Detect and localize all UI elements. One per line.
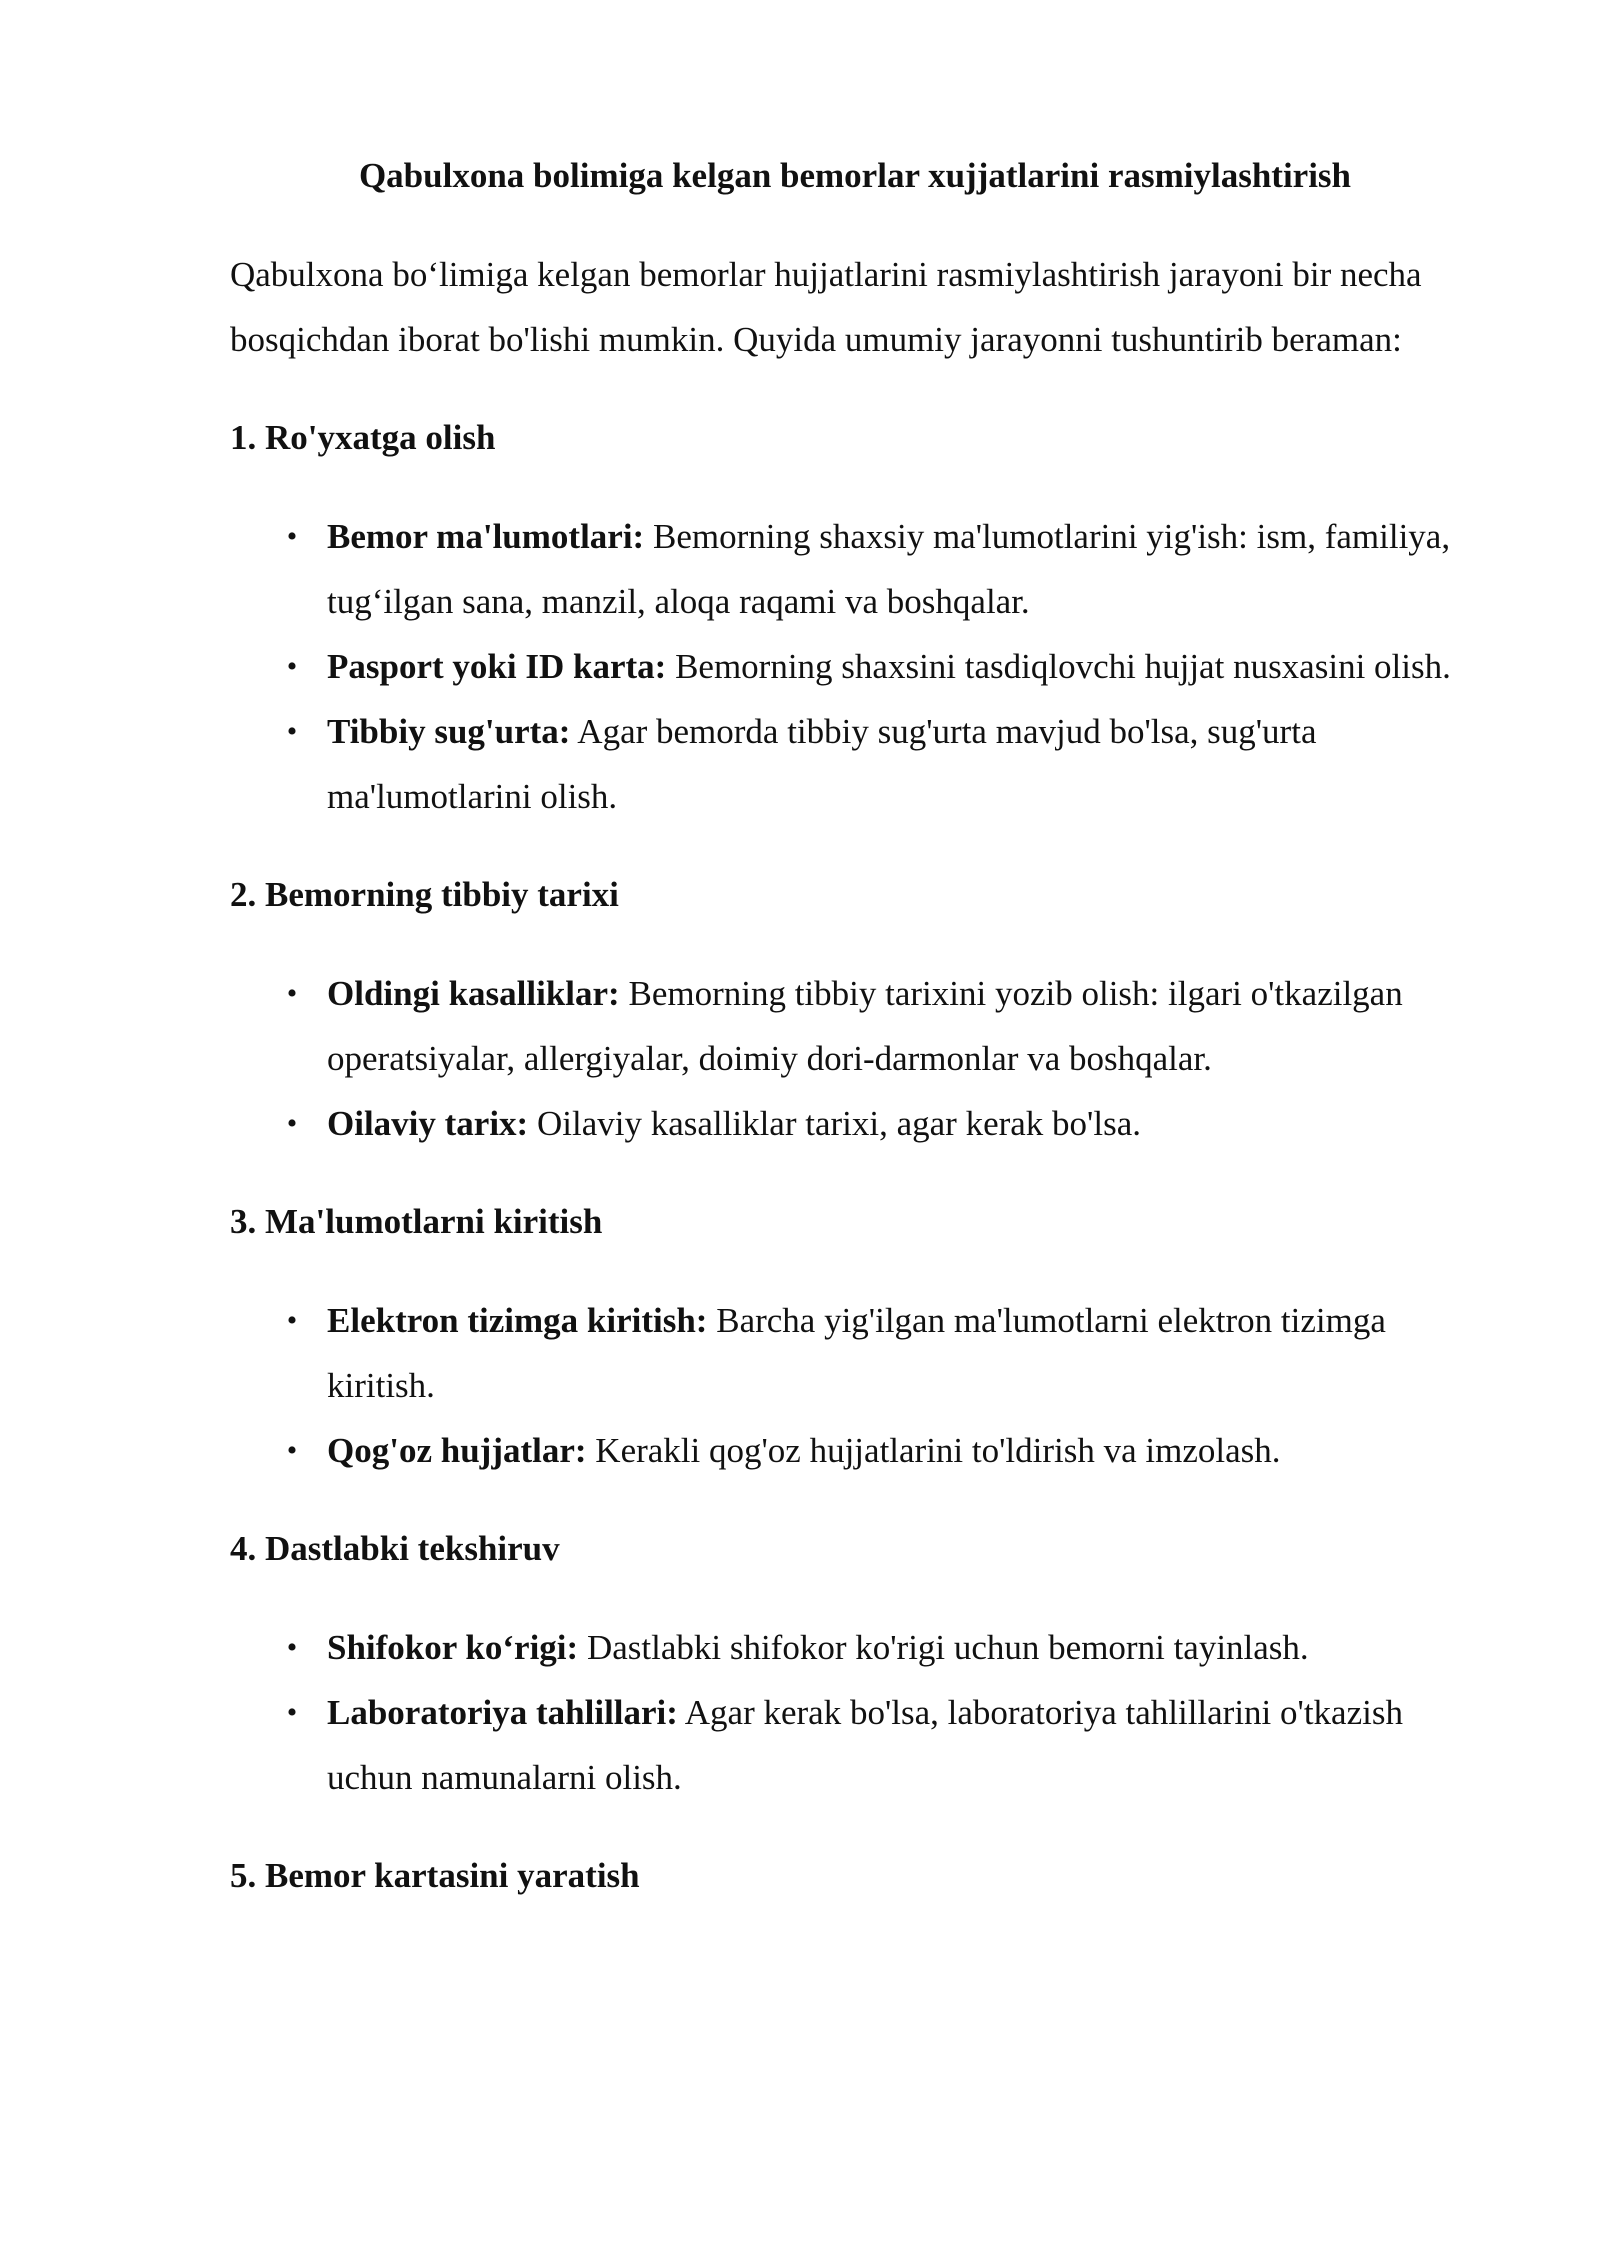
list-item-text: Barcha yig'ilgan ma'lumotlarni elektron tizimga kiritish. [327, 1301, 1386, 1405]
list-item-term: Elektron tizimga kiritish: [327, 1301, 708, 1340]
list-item [230, 1418, 1460, 1483]
list-item [230, 961, 1460, 1091]
bullet-icon: • [286, 520, 298, 553]
section-heading: 5. Bemor kartasini yaratish [230, 1856, 640, 1895]
list-item-text: Agar kerak bo'lsa, laboratoriya tahlillarini o'tkazish uchun namunalarni olish. [327, 1693, 1403, 1797]
list-item-term: Laboratoriya tahlillari: [327, 1693, 678, 1732]
list-item [230, 1615, 1460, 1680]
bullet-list [230, 961, 1460, 1156]
section-2 [230, 867, 1460, 1156]
bullet-icon: • [286, 977, 298, 1010]
section-3 [230, 1194, 1460, 1483]
bullet-icon: • [286, 1696, 298, 1729]
bullet-icon: • [286, 1631, 298, 1664]
list-item-text: Oilaviy kasalliklar tarixi, agar kerak bo'lsa. [528, 1104, 1141, 1143]
list-item-text: Bemorning shaxsiy ma'lumotlarini yig'ish: ism, familiya, tugʻilgan sana, manzil, aloqa raqami va boshqalar. [327, 517, 1451, 621]
bullet-icon: • [286, 1107, 298, 1140]
list-item [230, 1288, 1460, 1418]
bullet-icon: • [286, 1434, 298, 1467]
bullet-list [230, 1288, 1460, 1483]
bullet-list [230, 504, 1460, 829]
document-title: Qabulxona bolimiga kelgan bemorlar xujjatlarini rasmiylashtirish [358, 156, 1352, 195]
list-item [230, 699, 1460, 829]
list-item-term: Oldingi kasalliklar: [327, 974, 620, 1013]
bullet-list [230, 1615, 1460, 1810]
bullet-icon: • [286, 650, 298, 683]
section-heading: 3. Ma'lumotlarni kiritish [230, 1202, 603, 1241]
bullet-icon: • [286, 1304, 298, 1337]
list-item-term: Shifokor koʻrigi: [327, 1628, 579, 1667]
intro-paragraph: Qabulxona boʻlimiga kelgan bemorlar hujjatlarini rasmiylashtirish jarayoni bir necha bosqichdan iborat bo'lishi mumkin. Quyida umumiy jarayonni tushuntirib beraman: [230, 255, 1422, 359]
list-item-term: Qog'oz hujjatlar: [327, 1431, 587, 1470]
section-1 [230, 410, 1460, 829]
list-item [230, 1091, 1460, 1156]
section-heading: 4. Dastlabki tekshiruv [230, 1529, 560, 1568]
section-heading: 2. Bemorning tibbiy tarixi [230, 875, 619, 914]
list-item [230, 504, 1460, 634]
list-item [230, 634, 1460, 699]
list-item-text: Bemorning shaxsini tasdiqlovchi hujjat nusxasini olish. [666, 647, 1451, 686]
list-item-term: Pasport yoki ID karta: [327, 647, 667, 686]
list-item-text: Agar bemorda tibbiy sug'urta mavjud bo'lsa, sug'urta ma'lumotlarini olish. [327, 712, 1317, 816]
list-item-text: Kerakli qog'oz hujjatlarini to'ldirish va imzolash. [586, 1431, 1281, 1470]
list-item [230, 1680, 1460, 1810]
section-4 [230, 1521, 1460, 1810]
list-item-term: Oilaviy tarix: [327, 1104, 529, 1143]
bullet-icon: • [286, 715, 298, 748]
section-5 [230, 1848, 1460, 1904]
section-heading: 1. Ro'yxatga olish [230, 418, 496, 457]
list-item-text: Dastlabki shifokor ko'rigi uchun bemorni tayinlash. [578, 1628, 1309, 1667]
list-item-term: Bemor ma'lumotlari: [327, 517, 645, 556]
list-item-text: Bemorning tibbiy tarixini yozib olish: ilgari o'tkazilgan operatsiyalar, allergiyalar, doimiy dori-darmonlar va boshqalar. [327, 974, 1403, 1078]
list-item-term: Tibbiy sug'urta: [327, 712, 571, 751]
